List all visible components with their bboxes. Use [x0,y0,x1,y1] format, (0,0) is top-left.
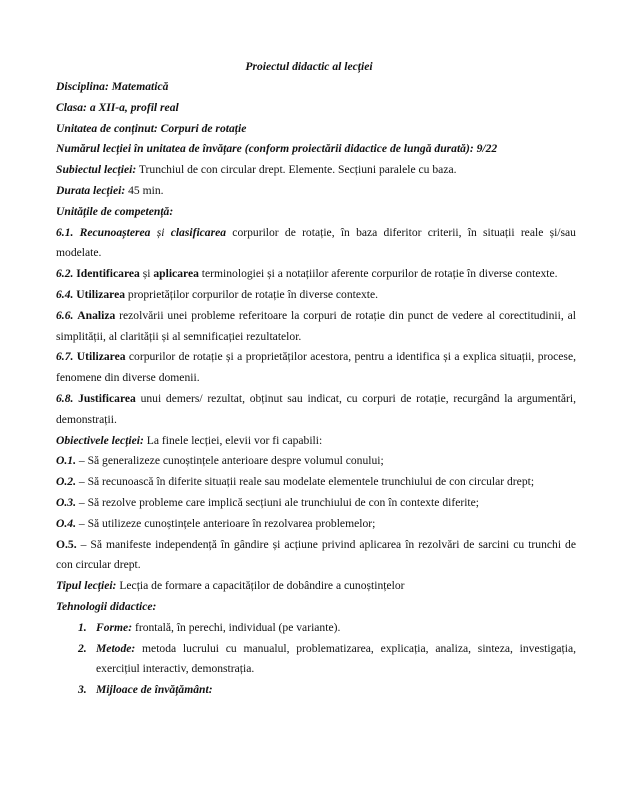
document-title: Proiectul didactic al lecției [245,60,373,73]
objective-item: O.1. – Să generalizeze cunoștințele anterioare despre volumul conului; [56,454,384,468]
field-duration: Durata lecției: 45 min. [56,183,164,197]
competence-item: 6.4. Utilizarea proprietăților corpurilor de rotație în diverse contexte. [56,287,379,301]
technology-item: 1. Forme: frontală, în perechi, individual (pe variante). [78,620,341,634]
technologies-heading: Tehnologii didactice: [56,599,157,613]
competence-item: 6.8. Justificarea unui demers/ rezultat, obținut sau indicat, cu corpuri de rotație, recurgând la argumentări, demonstrații. [56,391,576,426]
field-lesson-subject: Subiectul lecției: Trunchiul de con circular drept. Elemente. Secțiuni paralele cu baza. [56,163,457,177]
competence-item: 6.6. Analiza rezolvării unei probleme referitoare la corpuri de rotație din punct de vedere al corectitudinii, al simplității, al clarității și al semnificației rezultatelor. [56,308,576,343]
objective-item: O.2. – Să recunoască în diferite situații reale sau modelate elementele trunchiului de con circular drept; [56,475,535,489]
objective-item: O.3. – Să rezolve probleme care implică secțiuni ale trunchiului de con în contexte diferite; [56,495,480,509]
objective-item: O.5. – Să manifeste independență în gândire și acțiune privind aplicarea în rezolvări de sarcini cu trunchi de con circular drept. [56,537,576,572]
technologies-list [56,618,576,701]
competence-item: 6.1. Recunoașterea și clasificarea corpurilor de rotație, în baza diferitor criterii, în situații reale și/sau modelate. [56,225,576,260]
competence-item: 6.7. Utilizarea corpurilor de rotație și a proprietăților acestora, pentru a identifica și a explica situații, procese, fenomene din diverse domenii. [56,350,576,385]
technology-item: 3. Mijloace de învățământ: [78,683,213,697]
competence-item: 6.2. Identificarea și aplicarea terminologiei și a notațiilor aferente corpurilor de rotație în diverse contexte. [56,267,558,281]
technology-item: 2. Metode: metoda lucrului cu manualul, problematizarea, explicația, analiza, sinteza, investigația, exercițiul interactiv, demonstrația. [78,641,576,676]
objective-item: O.4. – Să utilizeze cunoștințele anterioare în rezolvarea problemelor; [56,516,376,530]
objectives-heading: Obiectivele lecției: La finele lecției, elevii vor fi capabili: [56,433,323,447]
document-body [56,77,576,701]
competences-heading: Unitățile de competență: [56,204,174,218]
field-class: Clasa: a XII-a, profil real [56,100,179,114]
lesson-type: Tipul lecției: Lecția de formare a capacităților de dobândire a cunoștințelor [56,579,405,593]
field-content-unit: Unitatea de conținut: Corpuri de rotație [56,121,247,135]
field-discipline: Disciplina: Matematică [56,80,169,93]
field-lesson-number: Numărul lecției în unitatea de învățare (conform proiectării didactice de lungă durată): 9/22 [56,142,498,156]
